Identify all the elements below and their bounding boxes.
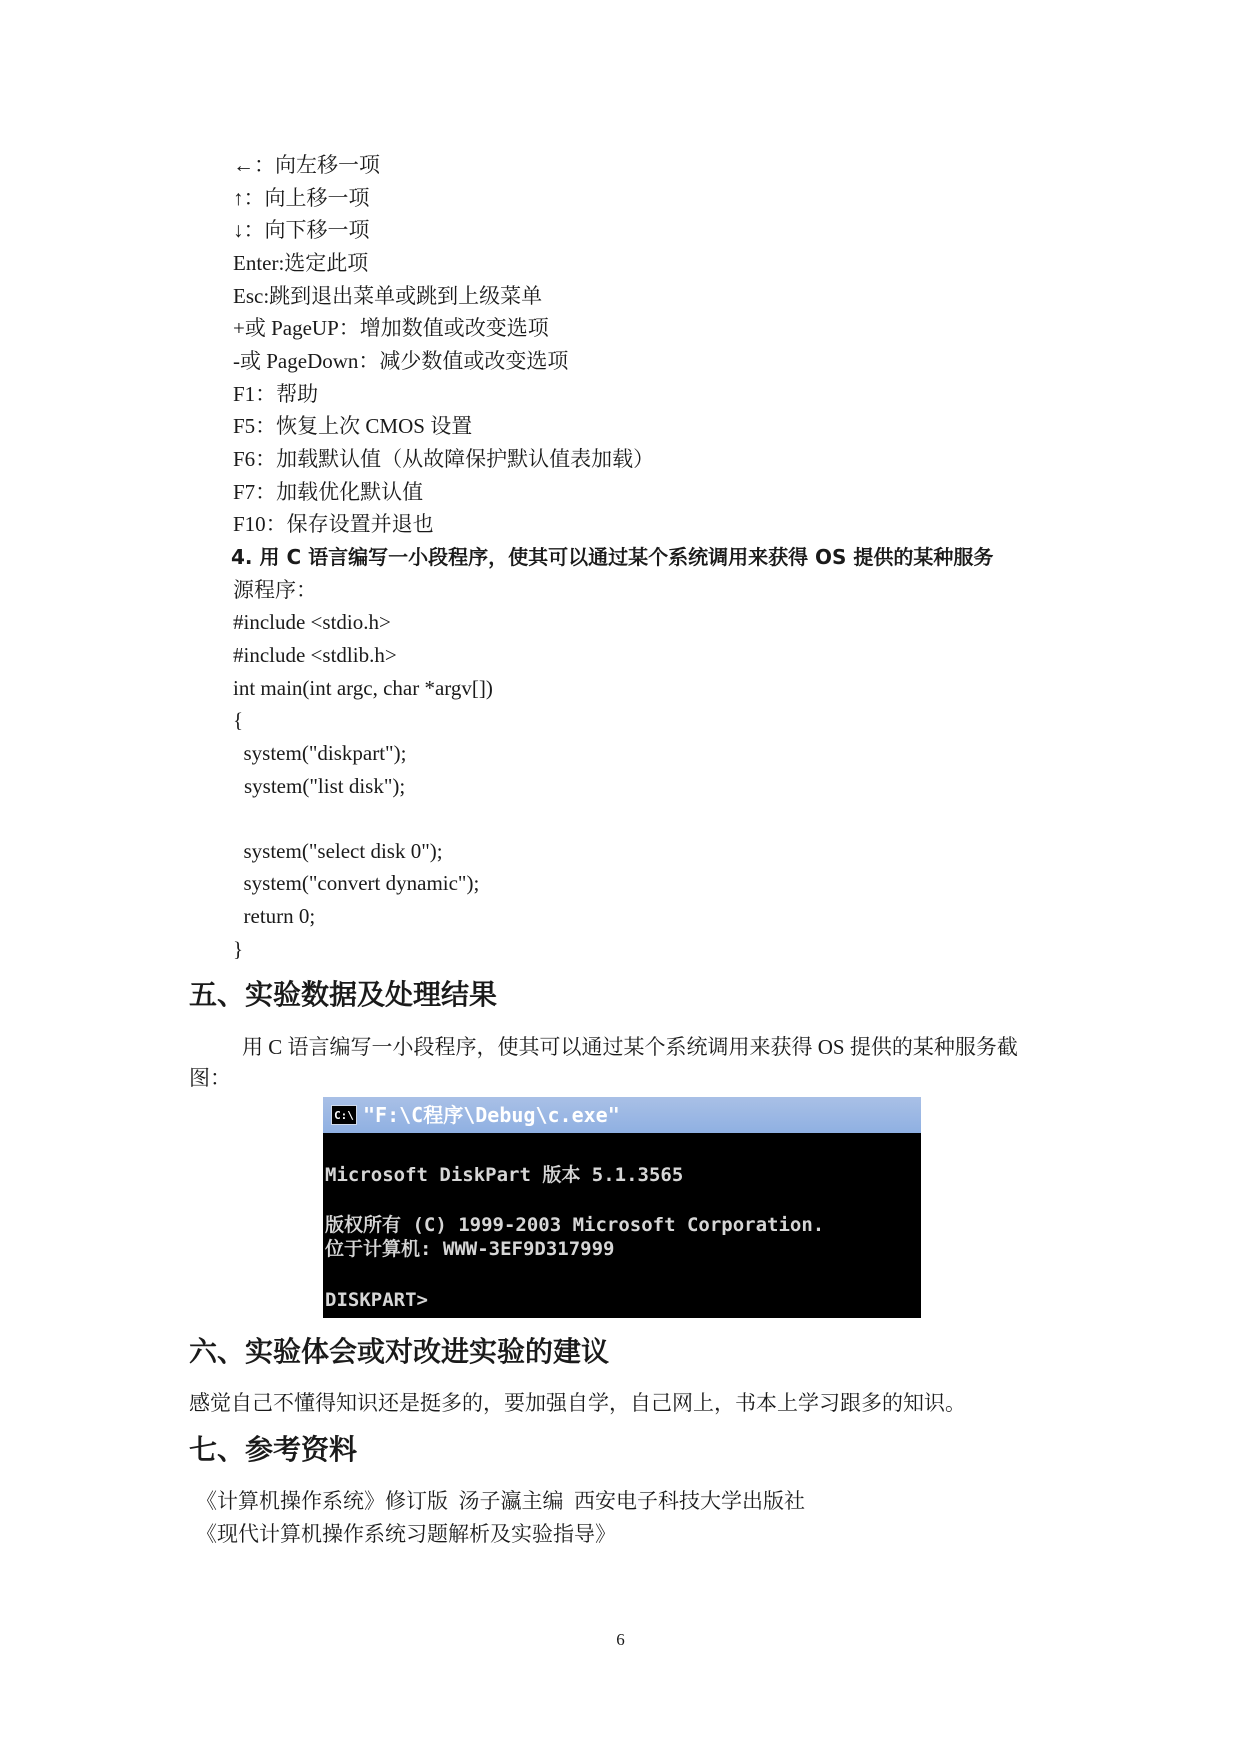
cmd-icon: C:\ (331, 1105, 357, 1125)
code-line: #include <stdlib.h> (233, 643, 397, 667)
console-screenshot (323, 1097, 921, 1318)
key-up-line: ↑：向上移一项 (233, 186, 370, 210)
console-prompt: DISKPART> (325, 1289, 428, 1311)
code-line: system("list disk"); (244, 774, 406, 798)
section5-heading: 五、实验数据及处理结果 (189, 978, 498, 1011)
section6-heading: 六、实验体会或对改进实验的建议 (189, 1335, 610, 1368)
key-f7-line: F7：加载优化默认值 (233, 480, 424, 504)
code-line: } (233, 937, 244, 961)
key-pagedown-line: -或 PageDown：减少数值或改变选项 (233, 349, 569, 373)
key-enter-line: Enter:选定此项 (233, 251, 369, 275)
code-line: return 0; (233, 904, 316, 928)
page-number: 6 (616, 1630, 625, 1649)
console-titlebar (323, 1097, 921, 1133)
code-line: system("select disk 0"); (233, 839, 443, 863)
key-left-line: ←：向左移一项 (233, 153, 380, 177)
key-esc-line: Esc:跳到退出菜单或跳到上级菜单 (233, 284, 543, 308)
code-line: #include <stdio.h> (233, 610, 391, 634)
section7-heading: 七、参考资料 (189, 1433, 358, 1466)
code-line: int main(int argc, char *argv[]) (233, 676, 493, 700)
task-heading: 4. 用 C 语言编写一小段程序，使其可以通过某个系统调用来获得 OS 提供的某种服务 (231, 545, 994, 569)
console-line: 版权所有 (C) 1999-2003 Microsoft Corporation. (325, 1214, 825, 1236)
reference-item: 《现代计算机操作系统习题解析及实验指导》 (196, 1522, 616, 1546)
key-f10-line: F10：保存设置并退也 (233, 512, 434, 536)
section5-body: 用 C 语言编写一小段程序，使其可以通过某个系统调用来获得 OS 提供的某种服务截 (242, 1035, 1018, 1059)
source-label: 源程序： (233, 578, 317, 602)
key-down-line: ↓：向下移一项 (233, 218, 370, 242)
section5-body-cont: 图： (189, 1066, 231, 1090)
code-line: { (233, 708, 244, 732)
console-title: "F:\C程序\Debug\c.exe" (363, 1103, 620, 1127)
key-f1-line: F1：帮助 (233, 382, 319, 406)
code-line: system("diskpart"); (233, 741, 407, 765)
key-pageup-line: +或 PageUP：增加数值或改变选项 (233, 316, 549, 340)
console-line: 位于计算机: WWW-3EF9D317999 (325, 1238, 615, 1260)
reference-item: 《计算机操作系统》修订版 汤子瀛主编 西安电子科技大学出版社 (196, 1489, 805, 1513)
code-line: system("convert dynamic"); (233, 871, 480, 895)
console-line: Microsoft DiskPart 版本 5.1.3565 (325, 1164, 684, 1186)
key-f5-line: F5：恢复上次 CMOS 设置 (233, 414, 473, 438)
section6-body: 感觉自己不懂得知识还是挺多的，要加强自学，自己网上，书本上学习跟多的知识。 (189, 1391, 966, 1415)
key-f6-line: F6：加载默认值（从故障保护默认值表加载） (233, 447, 655, 471)
